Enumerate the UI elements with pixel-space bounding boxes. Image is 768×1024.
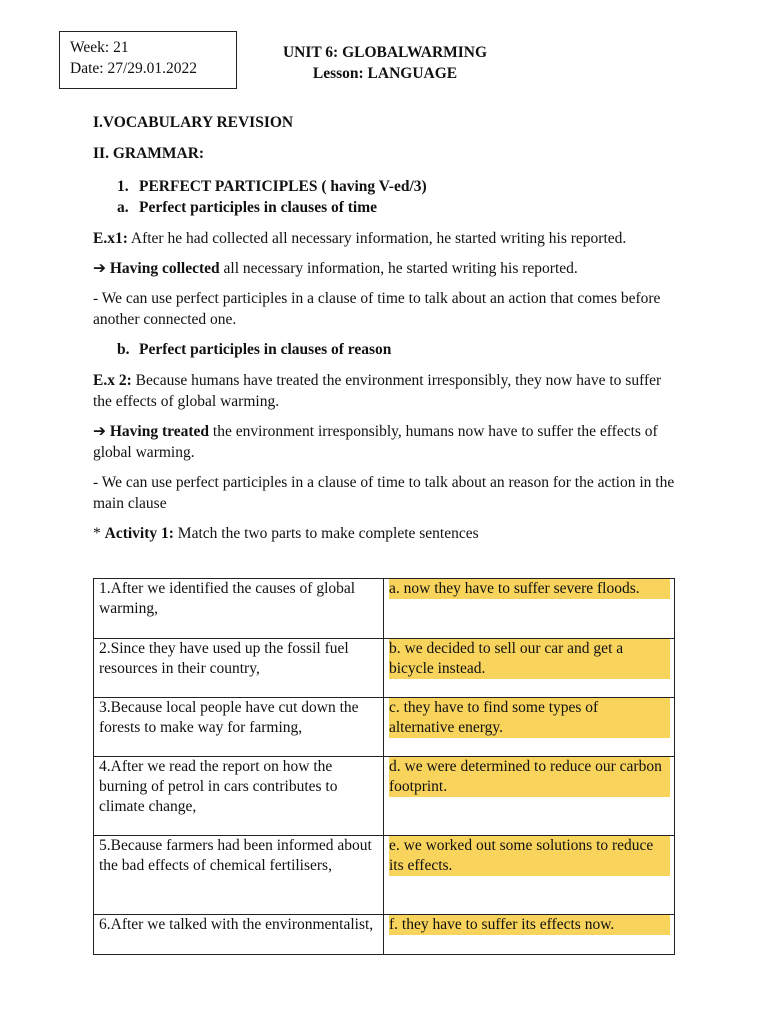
table-row <box>94 915 675 955</box>
ex1-text: After he had collected all necessary information, he started writing his reported. <box>127 230 627 247</box>
table-row <box>94 836 675 915</box>
unit-title: UNIT 6: GLOBALWARMING <box>282 44 488 61</box>
row-5-right-cell <box>384 836 675 915</box>
example-2 <box>93 370 683 412</box>
b-number: b. <box>117 341 130 358</box>
perfect-title: PERFECT PARTICIPLES ( having V-ed/3) <box>139 178 427 195</box>
row-4-left: 4.After we read the report on how the burning of petrol in cars contributes to climate change, <box>94 757 384 836</box>
a-title: Perfect participles in clauses of time <box>139 199 378 216</box>
matching-table <box>93 578 675 955</box>
vocab-heading: I.VOCABULARY REVISION <box>93 114 294 131</box>
lesson-title: Lesson: LANGUAGE <box>312 65 458 82</box>
lesson-content <box>93 112 683 553</box>
row-5-left: 5.Because farmers had been informed about the bad effects of chemical fertilisers, <box>94 836 384 915</box>
row-6-right: f. they have to suffer its effects now. <box>389 915 670 935</box>
ex1-bold: Having collected <box>109 260 220 277</box>
row-3-left: 3.Because local people have cut down the forests to make way for farming, <box>94 698 384 757</box>
row-3-right: c. they have to find some types of alternative energy. <box>389 698 670 738</box>
activity-label: Activity 1: <box>104 525 174 542</box>
ex2-rest: the environment irresponsibly, humans now have to suffer the effects of global warming. <box>93 423 658 461</box>
note-1: - We can use perfect participles in a clause of time to talk about an action that comes before another connected one. <box>93 290 661 328</box>
perfect-number: 1. <box>117 178 129 195</box>
ex1-rest: all necessary information, he started writing his reported. <box>219 260 578 277</box>
activity-text: Match the two parts to make complete sentences <box>173 525 479 542</box>
row-4-right: d. we were determined to reduce our carbon footprint. <box>389 757 670 797</box>
date-label: Date: 27/29.01.2022 <box>70 60 197 77</box>
perfect-participles-heading <box>93 176 683 197</box>
reason-clause-heading <box>93 339 683 360</box>
row-1-right: a. now they have to suffer severe floods. <box>389 579 670 599</box>
ex2-bold: Having treated <box>109 423 210 440</box>
arrow-right-icon: ➔ <box>93 422 106 440</box>
example-1 <box>93 228 683 249</box>
note-2: - We can use perfect participles in a clause of time to talk about an reason for the action in the main clause <box>93 474 675 512</box>
row-1-left: 1.After we identified the causes of global warming, <box>94 579 384 639</box>
time-clause-heading <box>93 197 683 218</box>
ex2-label: E.x 2: <box>93 372 132 389</box>
b-title: Perfect participles in clauses of reason <box>139 341 392 358</box>
a-number: a. <box>117 199 129 216</box>
row-3-right-cell <box>384 698 675 757</box>
activity-instruction <box>93 523 683 544</box>
lesson-header <box>235 42 535 84</box>
row-2-left: 2.Since they have used up the fossil fuel resources in their country, <box>94 639 384 698</box>
row-4-right-cell <box>384 757 675 836</box>
example-2-rewrite <box>93 421 683 463</box>
grammar-heading: II. GRAMMAR: <box>93 145 205 162</box>
table-row <box>94 639 675 698</box>
table-row <box>94 757 675 836</box>
row-1-right-cell <box>384 579 675 639</box>
table-row <box>94 579 675 639</box>
row-6-left: 6.After we talked with the environmentalist, <box>94 915 384 955</box>
activity-star: * <box>93 525 105 542</box>
row-5-right: e. we worked out some solutions to reduce its effects. <box>389 836 670 876</box>
arrow-right-icon: ➔ <box>93 259 106 277</box>
ex1-label: E.x1: <box>93 230 128 247</box>
table-row <box>94 698 675 757</box>
example-1-rewrite <box>93 258 683 279</box>
row-2-right: b. we decided to sell our car and get a bicycle instead. <box>389 639 670 679</box>
ex2-text: Because humans have treated the environment irresponsibly, they now have to suffer the effects of global warming. <box>93 372 662 410</box>
week-label: Week: 21 <box>70 39 129 56</box>
row-2-right-cell <box>384 639 675 698</box>
row-6-right-cell <box>384 915 675 955</box>
week-date-box <box>59 31 237 89</box>
